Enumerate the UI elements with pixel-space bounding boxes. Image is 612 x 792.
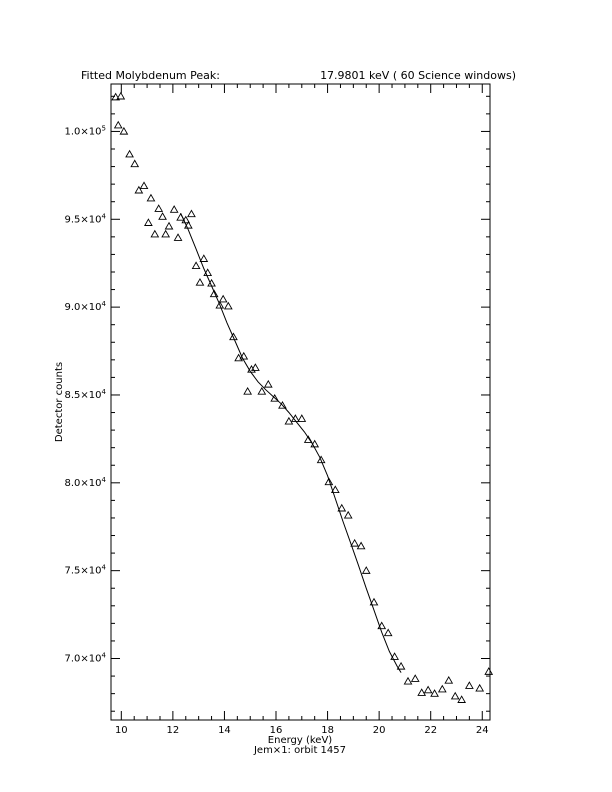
data-point [385, 629, 392, 635]
data-point [131, 160, 138, 166]
data-point [418, 689, 425, 695]
data-point [439, 686, 446, 692]
x-tick-label: 14 [218, 725, 231, 736]
x-tick-label: 20 [372, 725, 386, 736]
y-tick-label: $1.0\times 10^5$ [64, 124, 106, 138]
data-point [351, 540, 358, 546]
y-axis [65, 96, 490, 711]
y-tick-label: $7.0\times 10^4$ [64, 651, 106, 665]
data-point [225, 303, 232, 309]
data-point [412, 675, 419, 681]
data-point [162, 231, 169, 237]
data-point [357, 542, 364, 548]
data-points [112, 93, 492, 703]
fit-curve [181, 213, 402, 672]
data-point [145, 219, 152, 225]
data-point [363, 567, 370, 573]
data-point [285, 418, 292, 424]
data-point [196, 279, 203, 285]
x-tick-label: 18 [321, 725, 334, 736]
x-tick-label: 12 [166, 725, 180, 736]
data-point [485, 668, 492, 674]
x-axis-label: Energy (keV) [267, 735, 333, 746]
y-tick-label: $9.5\times 10^4$ [64, 212, 106, 226]
x-tick-label: 24 [475, 725, 489, 736]
y-tick-label: $7.5\times 10^4$ [64, 563, 106, 577]
data-point [155, 205, 162, 211]
x-axis-footer: Jem×1: orbit 1457 [253, 745, 347, 756]
y-tick-label: $8.0\times 10^4$ [64, 475, 106, 489]
data-point [244, 388, 251, 394]
data-point [120, 128, 127, 134]
data-point [476, 685, 483, 691]
chart-title-right: 17.9801 keV ( 60 Science windows) [320, 69, 516, 82]
data-point [265, 381, 272, 387]
y-tick-label: $9.0\times 10^4$ [64, 300, 106, 314]
data-point [126, 151, 133, 157]
y-tick-label: $8.5\times 10^4$ [64, 387, 106, 401]
data-point [159, 213, 166, 219]
data-point [115, 122, 122, 128]
chart-title-left: Fitted Molybdenum Peak: [81, 69, 220, 82]
data-point [298, 415, 305, 421]
x-tick-label: 16 [269, 725, 283, 736]
plot-frame [111, 84, 490, 720]
data-point [188, 210, 195, 216]
data-point [140, 182, 147, 188]
data-point [192, 262, 199, 268]
x-tick-label: 22 [424, 725, 438, 736]
data-point [466, 682, 473, 688]
data-point [220, 296, 227, 302]
data-point [452, 693, 459, 699]
data-point [200, 255, 207, 261]
x-tick-label: 10 [114, 725, 128, 736]
y-axis-label: Detector counts [54, 361, 65, 443]
data-point [345, 512, 352, 518]
data-point [171, 206, 178, 212]
data-point [147, 195, 154, 201]
x-axis [115, 84, 489, 736]
data-point [425, 687, 432, 693]
data-point [151, 231, 158, 237]
data-point [165, 223, 172, 229]
data-point [174, 234, 181, 240]
data-point [445, 677, 452, 683]
data-point [252, 364, 259, 370]
data-point [404, 678, 411, 684]
